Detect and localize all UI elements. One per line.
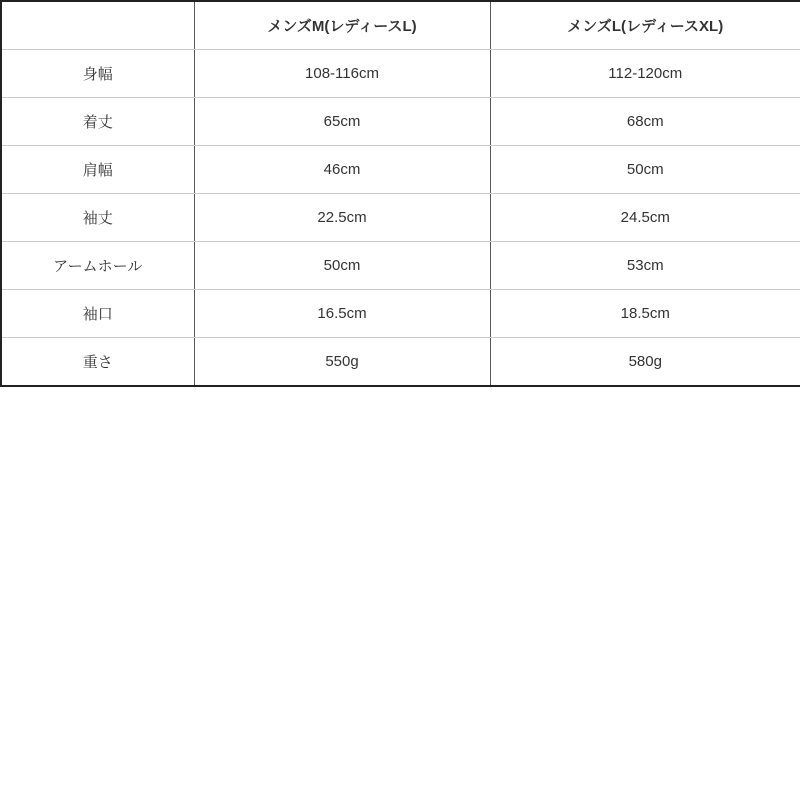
table-row [1,50,800,98]
header-row [1,1,800,50]
size-value: 53cm [490,242,800,290]
size-value: 108-116cm [194,50,490,98]
size-value: 46cm [194,146,490,194]
size-chart-header [1,1,800,50]
size-value: 68cm [490,98,800,146]
row-label: 重さ [1,338,194,387]
size-value: 18.5cm [490,290,800,338]
column-header-mens-l: メンズL(レディースXL) [490,1,800,50]
row-label: アームホール [1,242,194,290]
size-value: 580g [490,338,800,387]
size-value: 112-120cm [490,50,800,98]
row-label: 肩幅 [1,146,194,194]
row-label: 袖口 [1,290,194,338]
row-label: 身幅 [1,50,194,98]
row-label: 袖丈 [1,194,194,242]
row-label: 着丈 [1,98,194,146]
table-row [1,338,800,387]
table-row [1,242,800,290]
size-value: 16.5cm [194,290,490,338]
table-row [1,98,800,146]
corner-cell [1,1,194,50]
size-value: 22.5cm [194,194,490,242]
size-value: 24.5cm [490,194,800,242]
size-value: 65cm [194,98,490,146]
size-chart-table [0,0,800,387]
table-row [1,194,800,242]
size-value: 550g [194,338,490,387]
table-row [1,290,800,338]
size-value: 50cm [490,146,800,194]
size-value: 50cm [194,242,490,290]
table-row [1,146,800,194]
size-chart-body [1,50,800,387]
column-header-mens-m: メンズM(レディースL) [194,1,490,50]
